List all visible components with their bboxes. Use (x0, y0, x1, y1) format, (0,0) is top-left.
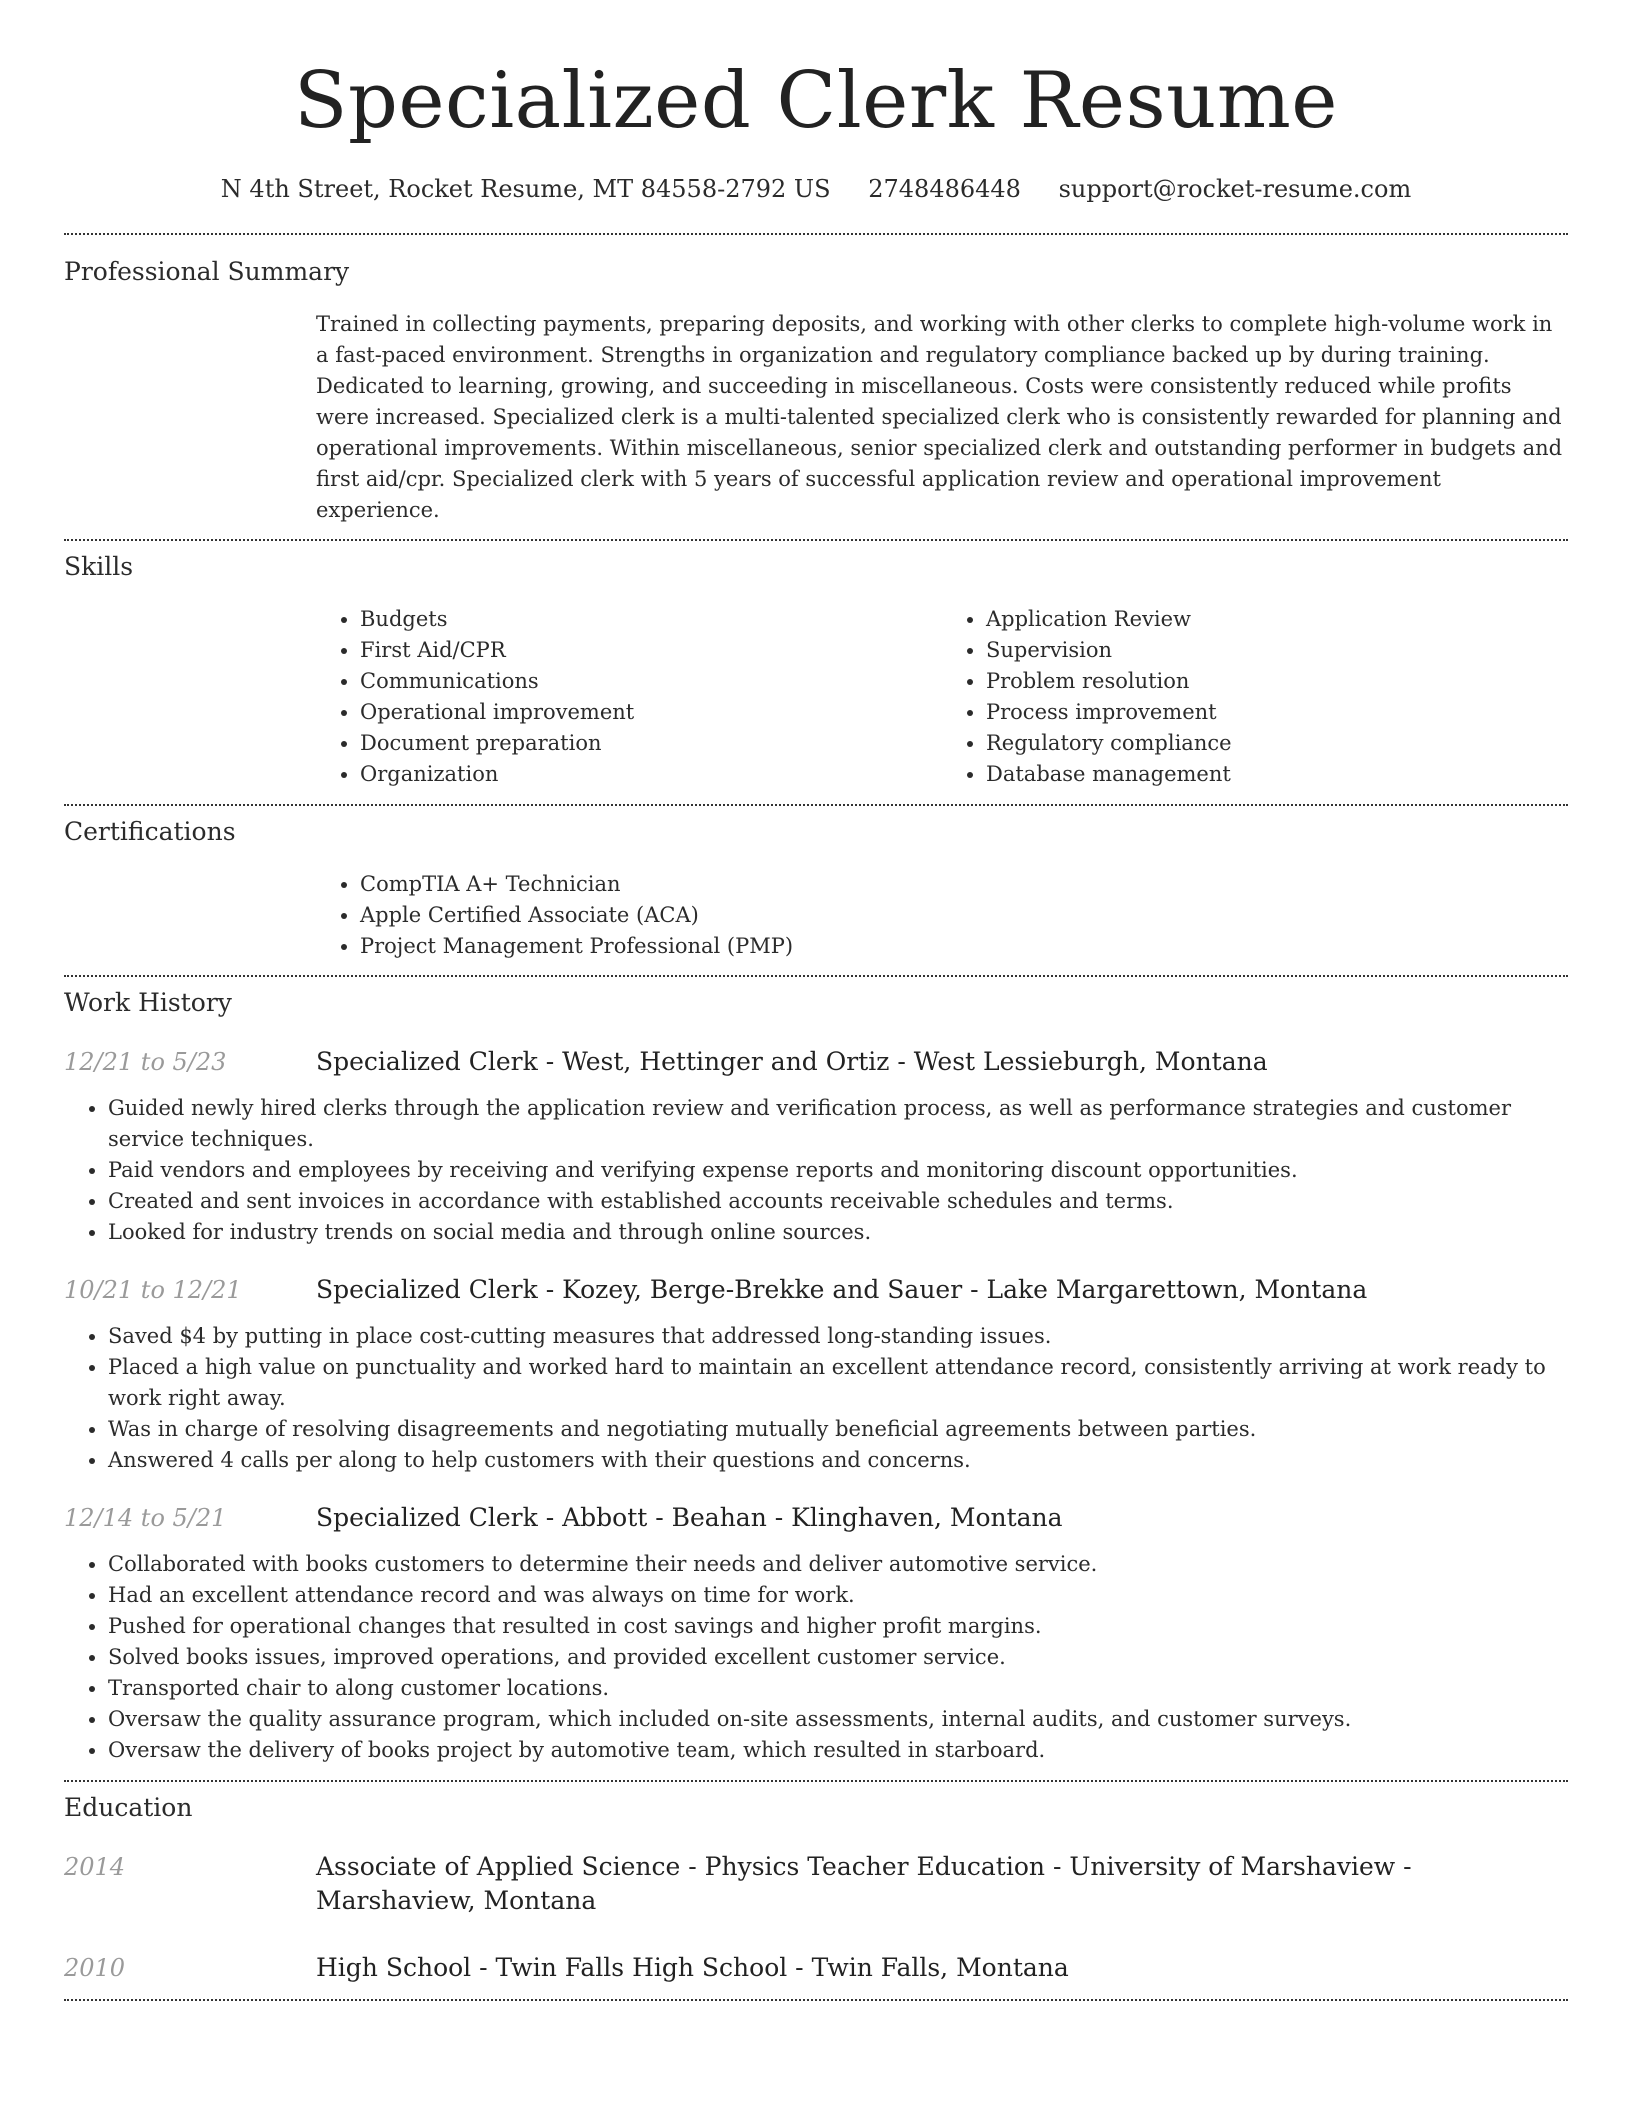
certifications-divider (64, 975, 1568, 977)
job-bullet: • Created and sent invoices in accordance with established accounts receivable schedules and terms. (108, 1186, 1568, 1217)
summary-text: Trained in collecting payments, preparing deposits, and working with other clerks to complete high-volume work in a fast-paced environment. Strengths in organization and regulatory compliance backed up by during training. Dedicated to learning, growing, and succeeding in miscellaneous. Costs were consistently reduced while profits were increased. Specialized clerk is a multi-talented specialized clerk who is consistently rewarded for planning and operational improvements. Within miscellaneous, senior specialized clerk and outstanding performer in budgets and first aid/cpr. Specialized clerk with 5 years of successful application review and operational improvement experience. (316, 312, 1563, 522)
work-divider (64, 1780, 1568, 1782)
contact-email: support@rocket-resume.com (1058, 175, 1412, 203)
skills-divider (64, 804, 1568, 806)
job-title: Specialized Clerk - Kozey, Berge-Brekke and Sauer - Lake Margarettown, Montana (316, 1275, 1368, 1304)
skills-heading: Skills (64, 552, 134, 581)
education-entry (64, 1951, 1568, 1985)
education-divider (64, 1999, 1568, 2001)
work-history-heading: Work History (64, 988, 232, 1017)
skills-list-left (316, 604, 942, 790)
education-year: 2010 (64, 1954, 126, 1982)
job-bullets (64, 1321, 1568, 1476)
skill-item: • Document preparation (360, 728, 942, 759)
job-title: Specialized Clerk - Abbott - Beahan - Klinghaven, Montana (316, 1503, 1063, 1532)
certifications-block (316, 869, 1568, 962)
job-entry (64, 1045, 1568, 1248)
job-dates: 12/21 to 5/23 (64, 1048, 227, 1076)
job-bullet: • Saved $4 by putting in place cost-cutting measures that addressed long-standing issues. (108, 1321, 1568, 1352)
skills-list-right (942, 604, 1568, 790)
job-bullet: • Looked for industry trends on social media and through online sources. (108, 1217, 1568, 1248)
header-divider (64, 233, 1568, 235)
job-bullet: • Answered 4 calls per along to help customers with their questions and concerns. (108, 1445, 1568, 1476)
job-bullet: • Pushed for operational changes that resulted in cost savings and higher profit margins. (108, 1611, 1568, 1642)
job-bullet: • Oversaw the quality assurance program, which included on-site assessments, internal audits, and customer surveys. (108, 1704, 1568, 1735)
education-title: High School - Twin Falls High School - Twin Falls, Montana (316, 1953, 1069, 1982)
job-bullet: • Had an excellent attendance record and was always on time for work. (108, 1580, 1568, 1611)
contact-address: N 4th Street, Rocket Resume, MT 84558-2792 US (220, 175, 831, 203)
certification-item: • Apple Certified Associate (ACA) (360, 900, 1568, 931)
skill-item: • Database management (986, 759, 1568, 790)
job-bullet: • Oversaw the delivery of books project by automotive team, which resulted in starboard. (108, 1735, 1568, 1766)
skills-block (316, 604, 1568, 790)
job-bullet: • Transported chair to along customer locations. (108, 1673, 1568, 1704)
certification-item: • Project Management Professional (PMP) (360, 931, 1568, 962)
job-entry (64, 1273, 1568, 1476)
skill-item: • Application Review (986, 604, 1568, 635)
certifications-list (316, 869, 1568, 962)
job-bullet: • Collaborated with books customers to determine their needs and deliver automotive service. (108, 1549, 1568, 1580)
skill-item: • Budgets (360, 604, 942, 635)
summary-block (316, 309, 1568, 526)
job-bullet: • Placed a high value on punctuality and worked hard to maintain an excellent attendance record, consistently arriving at work ready to work right away. (108, 1352, 1568, 1414)
job-title: Specialized Clerk - West, Hettinger and Ortiz - West Lessieburgh, Montana (316, 1047, 1268, 1076)
skill-item: • First Aid/CPR (360, 635, 942, 666)
education-title: Associate of Applied Science - Physics Teacher Education - University of Marshaview - Marshaview, Montana (316, 1852, 1412, 1915)
job-bullets (64, 1093, 1568, 1248)
skill-item: • Problem resolution (986, 666, 1568, 697)
skill-item: • Communications (360, 666, 942, 697)
job-dates: 10/21 to 12/21 (64, 1276, 242, 1304)
skill-item: • Supervision (986, 635, 1568, 666)
job-entry (64, 1501, 1568, 1766)
job-bullet: • Paid vendors and employees by receiving and verifying expense reports and monitoring discount opportunities. (108, 1155, 1568, 1186)
education-year: 2014 (64, 1853, 126, 1881)
education-heading: Education (64, 1793, 193, 1822)
job-dates: 12/14 to 5/21 (64, 1504, 227, 1532)
job-bullet: • Guided newly hired clerks through the application review and verification process, as well as performance strategies and customer service techniques. (108, 1093, 1568, 1155)
job-bullet: • Was in charge of resolving disagreements and negotiating mutually beneficial agreements between parties. (108, 1414, 1568, 1445)
job-bullet: • Solved books issues, improved operations, and provided excellent customer service. (108, 1642, 1568, 1673)
summary-divider (64, 539, 1568, 541)
contact-phone: 2748486448 (868, 175, 1021, 203)
skill-item: • Operational improvement (360, 697, 942, 728)
certification-item: • CompTIA A+ Technician (360, 869, 1568, 900)
certifications-heading: Certifications (64, 817, 236, 846)
education-entry (64, 1850, 1568, 1918)
skill-item: • Process improvement (986, 697, 1568, 728)
summary-heading: Professional Summary (64, 257, 350, 286)
contact-line (64, 172, 1568, 206)
skill-item: • Regulatory compliance (986, 728, 1568, 759)
skill-item: • Organization (360, 759, 942, 790)
job-bullets (64, 1549, 1568, 1766)
resume-title: Specialized Clerk Resume (294, 56, 1338, 146)
